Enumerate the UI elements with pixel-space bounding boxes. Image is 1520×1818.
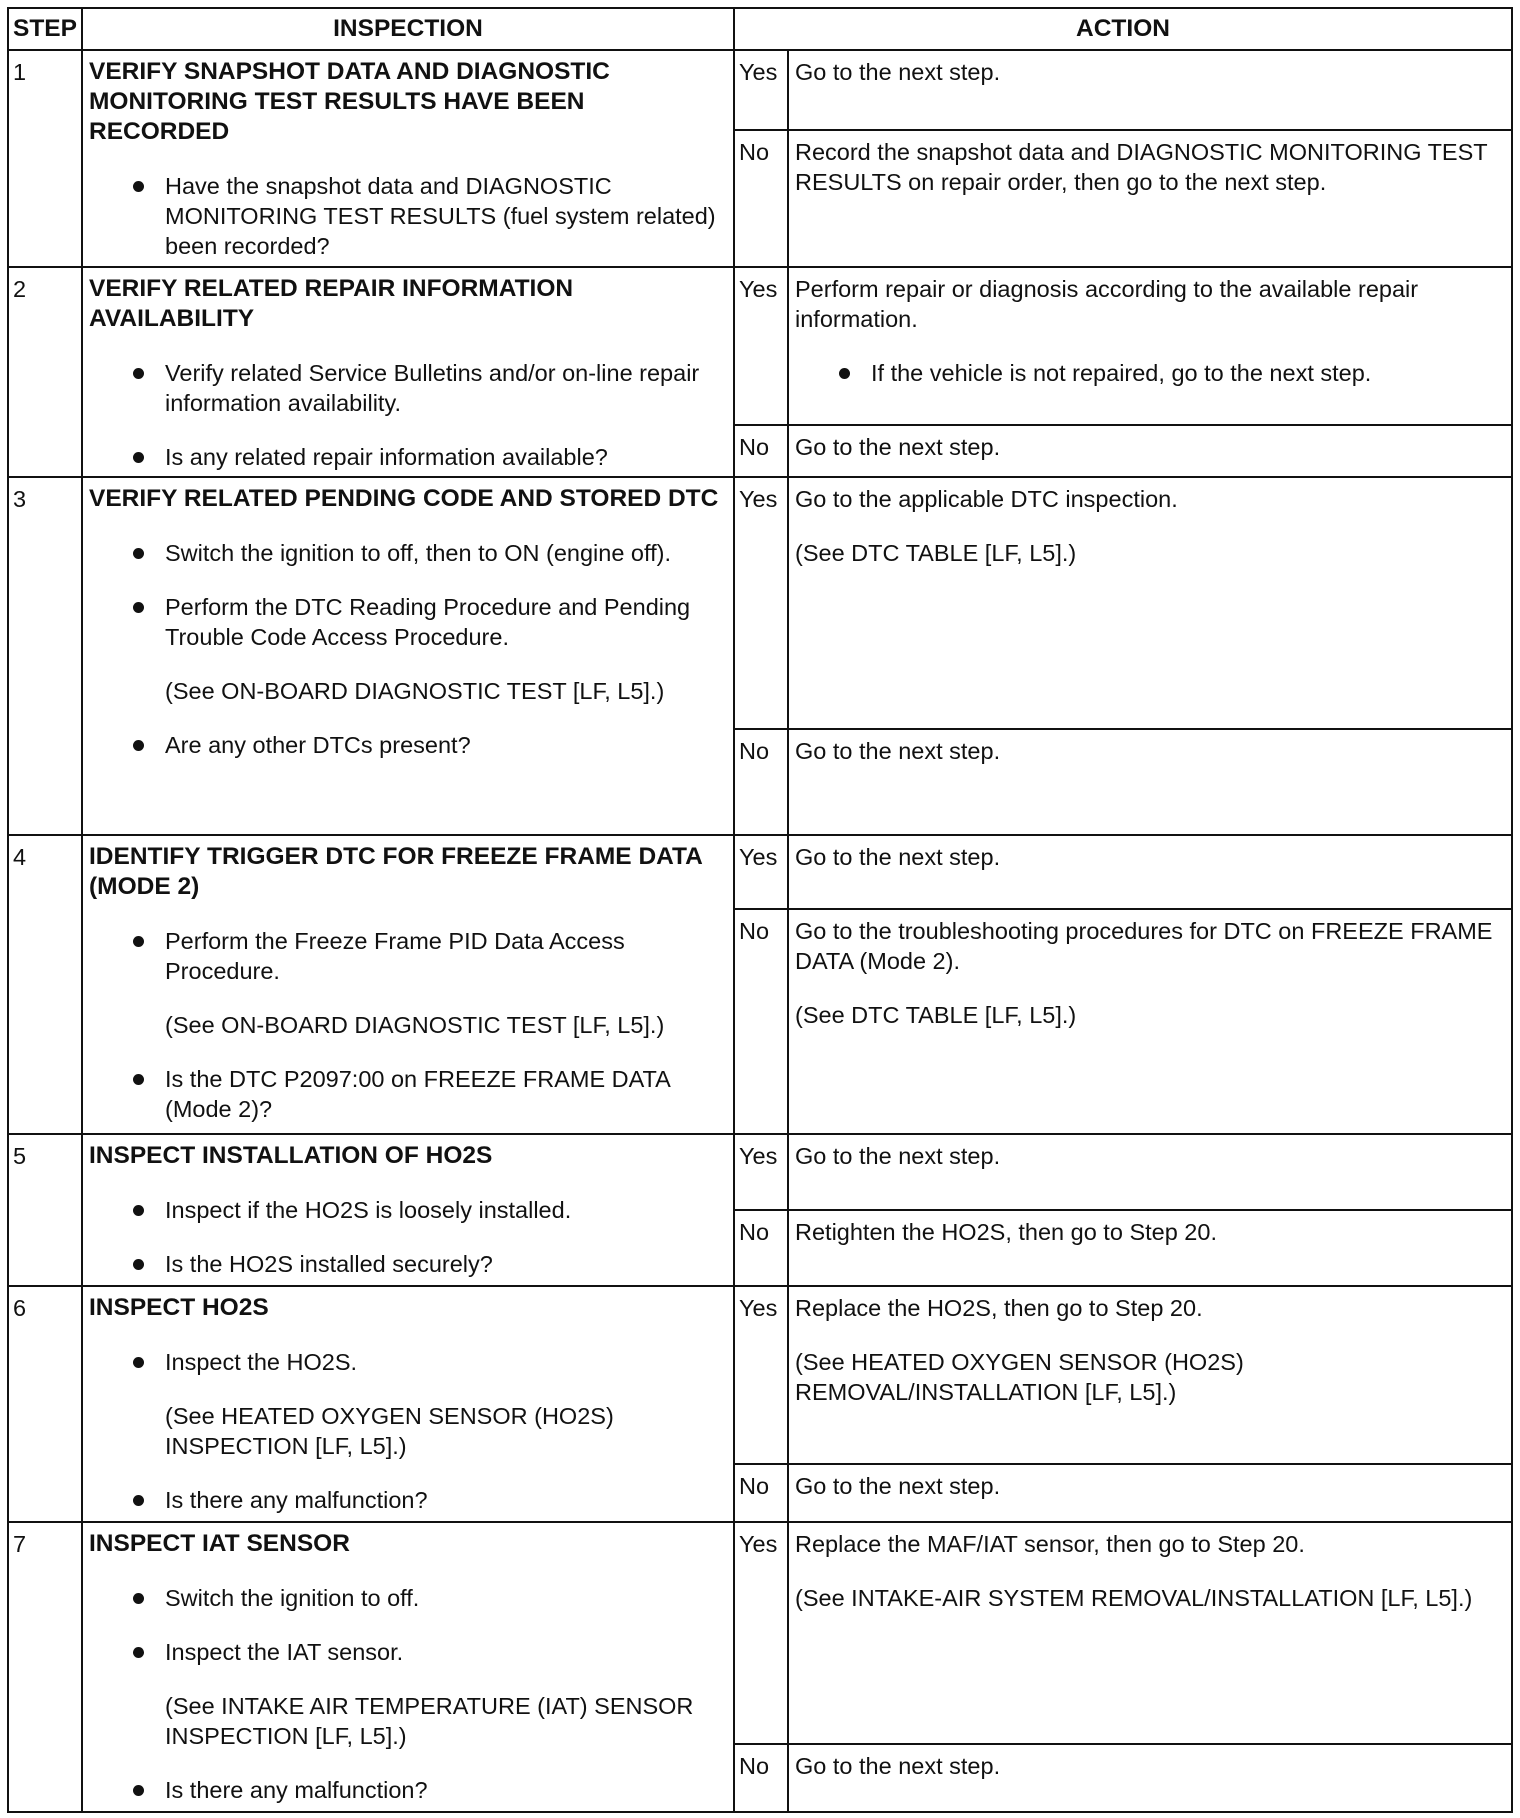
step-title: INSPECT HO2S: [89, 1294, 269, 1321]
yes-label: Yes: [734, 267, 788, 425]
no-label: No: [734, 1210, 788, 1286]
inspection-bullet: Switch the ignition to off.: [89, 1583, 727, 1613]
no-label: No: [734, 1744, 788, 1812]
yes-action-cell: [788, 1522, 1512, 1744]
action-reference: (See DTC TABLE [LF, L5].): [795, 1002, 1077, 1028]
action-text: Perform repair or diagnosis according to the available repair information.: [795, 276, 1419, 332]
action-text: Go to the next step.: [795, 844, 1001, 870]
action-text: Go to the next step.: [795, 434, 1001, 460]
no-label: No: [734, 729, 788, 835]
yes-action-cell: [788, 835, 1512, 909]
yes-label: Yes: [734, 1522, 788, 1744]
no-action-cell: [788, 1744, 1512, 1812]
yes-label: Yes: [734, 835, 788, 909]
no-action-cell: [788, 729, 1512, 835]
step-inspection-cell: [82, 1522, 734, 1812]
action-reference: (See DTC TABLE [LF, L5].): [795, 540, 1077, 566]
step-title: IDENTIFY TRIGGER DTC FOR FREEZE FRAME DATA (MODE 2): [89, 843, 702, 900]
yes-action-cell: [788, 267, 1512, 425]
step-3-yes-row: [8, 477, 1512, 729]
step-inspection-cell: [82, 1134, 734, 1286]
no-action-cell: [788, 909, 1512, 1134]
inspection-bullet: Is there any malfunction?: [89, 1485, 727, 1515]
yes-action-cell: [788, 477, 1512, 729]
inspection-bullet: Are any other DTCs present?: [89, 730, 727, 760]
inspection-bullet: Inspect the HO2S.: [89, 1347, 727, 1377]
no-action-cell: [788, 425, 1512, 477]
inspection-bullet: Switch the ignition to off, then to ON (engine off).: [89, 538, 727, 568]
action-bullet: If the vehicle is not repaired, go to the next step.: [795, 358, 1505, 388]
header-step: STEP: [8, 8, 82, 50]
step-inspection-cell: [82, 50, 734, 267]
yes-label: Yes: [734, 1134, 788, 1210]
action-text: Retighten the HO2S, then go to Step 20.: [795, 1219, 1217, 1245]
action-text: Go to the next step.: [795, 738, 1001, 764]
no-label: No: [734, 1464, 788, 1522]
inspection-bullet: Is there any malfunction?: [89, 1775, 727, 1805]
step-6-yes-row: [8, 1286, 1512, 1464]
no-action-cell: [788, 130, 1512, 267]
diagnostic-procedure-table-wrapper: [7, 7, 1511, 1811]
step-number: 7: [8, 1522, 82, 1812]
step-inspection-cell: [82, 1286, 734, 1522]
inspection-bullet: Perform the Freeze Frame PID Data Access Procedure.: [89, 926, 727, 986]
inspection-bullet: Perform the DTC Reading Procedure and Pending Trouble Code Access Procedure.: [89, 592, 727, 652]
step-title: VERIFY SNAPSHOT DATA AND DIAGNOSTIC MONITORING TEST RESULTS HAVE BEEN RECORDED: [89, 58, 610, 145]
action-text: Go to the next step.: [795, 59, 1001, 85]
step-title: VERIFY RELATED PENDING CODE AND STORED DTC: [89, 485, 719, 512]
step-title: INSPECT INSTALLATION OF HO2S: [89, 1142, 493, 1169]
step-number: 2: [8, 267, 82, 477]
inspection-bullet: Verify related Service Bulletins and/or on-line repair information availability.: [89, 358, 727, 418]
no-label: No: [734, 130, 788, 267]
step-inspection-cell: [82, 477, 734, 835]
inspection-bullet: Have the snapshot data and DIAGNOSTIC MONITORING TEST RESULTS (fuel system related) been recorded?: [89, 171, 727, 261]
step-4-yes-row: [8, 835, 1512, 909]
action-text: Go to the applicable DTC inspection.: [795, 486, 1178, 512]
no-action-cell: [788, 1464, 1512, 1522]
yes-action-cell: [788, 1134, 1512, 1210]
step-5-yes-row: [8, 1134, 1512, 1210]
inspection-reference: (See ON-BOARD DIAGNOSTIC TEST [LF, L5].): [165, 1012, 665, 1038]
header-inspection: INSPECTION: [82, 8, 734, 50]
inspection-bullet: Is any related repair information available?: [89, 442, 727, 472]
step-number: 6: [8, 1286, 82, 1522]
step-title: INSPECT IAT SENSOR: [89, 1530, 350, 1557]
action-text: Go to the next step.: [795, 1143, 1001, 1169]
step-inspection-cell: [82, 267, 734, 477]
yes-label: Yes: [734, 1286, 788, 1464]
no-action-cell: [788, 1210, 1512, 1286]
inspection-bullet: Inspect the IAT sensor.: [89, 1637, 727, 1667]
step-title: VERIFY RELATED REPAIR INFORMATION AVAILABILITY: [89, 275, 574, 332]
action-reference: (See HEATED OXYGEN SENSOR (HO2S) REMOVAL/INSTALLATION [LF, L5].): [795, 1349, 1244, 1405]
action-text: Replace the HO2S, then go to Step 20.: [795, 1295, 1203, 1321]
inspection-bullet: Is the HO2S installed securely?: [89, 1249, 727, 1279]
action-text: Go to the next step.: [795, 1753, 1001, 1779]
step-7-yes-row: [8, 1522, 1512, 1744]
step-inspection-cell: [82, 835, 734, 1134]
yes-action-cell: [788, 1286, 1512, 1464]
action-text: Replace the MAF/IAT sensor, then go to Step 20.: [795, 1531, 1305, 1557]
step-number: 5: [8, 1134, 82, 1286]
header-row: [8, 8, 1512, 50]
step-2-yes-row: [8, 267, 1512, 425]
step-number: 1: [8, 50, 82, 267]
step-number: 4: [8, 835, 82, 1134]
no-label: No: [734, 909, 788, 1134]
step-1-yes-row: [8, 50, 1512, 130]
action-text: Record the snapshot data and DIAGNOSTIC MONITORING TEST RESULTS on repair order, then go to the next step.: [795, 139, 1488, 195]
yes-label: Yes: [734, 477, 788, 729]
inspection-reference: (See HEATED OXYGEN SENSOR (HO2S) INSPECTION [LF, L5].): [165, 1403, 614, 1459]
inspection-bullet: Inspect if the HO2S is loosely installed.: [89, 1195, 727, 1225]
diagnostic-procedure-table: [7, 7, 1513, 1813]
action-text: Go to the next step.: [795, 1473, 1001, 1499]
action-reference: (See INTAKE-AIR SYSTEM REMOVAL/INSTALLATION [LF, L5].): [795, 1585, 1473, 1611]
step-number: 3: [8, 477, 82, 835]
no-label: No: [734, 425, 788, 477]
yes-label: Yes: [734, 50, 788, 130]
inspection-reference: (See INTAKE AIR TEMPERATURE (IAT) SENSOR INSPECTION [LF, L5].): [165, 1693, 694, 1749]
yes-action-cell: [788, 50, 1512, 130]
action-text: Go to the troubleshooting procedures for DTC on FREEZE FRAME DATA (Mode 2).: [795, 918, 1493, 974]
inspection-bullet: Is the DTC P2097:00 on FREEZE FRAME DATA (Mode 2)?: [89, 1064, 727, 1124]
header-action: ACTION: [734, 8, 1512, 50]
inspection-reference: (See ON-BOARD DIAGNOSTIC TEST [LF, L5].): [165, 678, 665, 704]
